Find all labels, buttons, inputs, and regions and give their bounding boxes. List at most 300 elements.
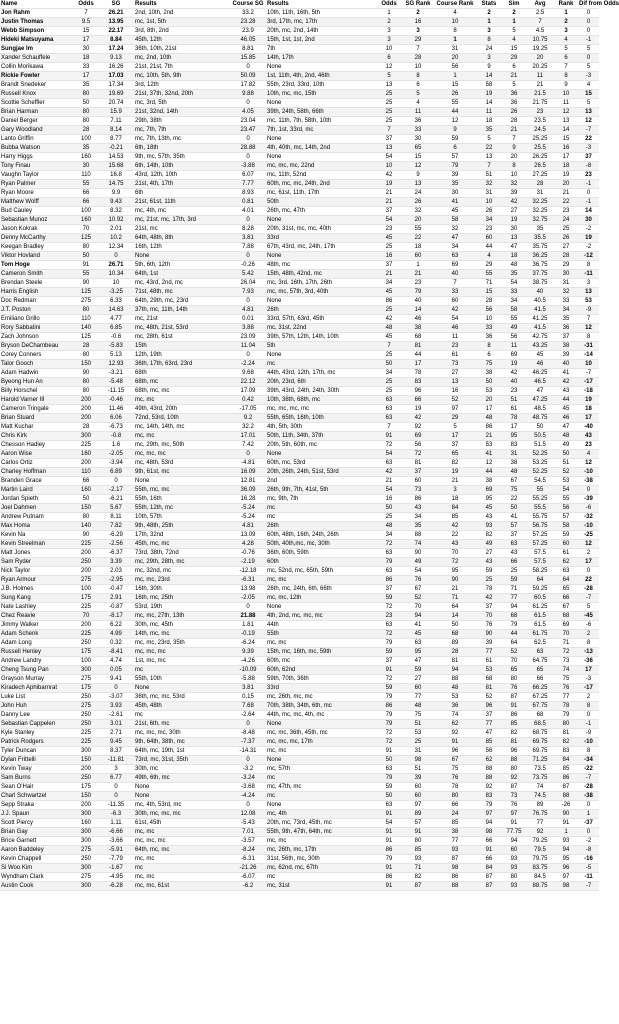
player-name: Zach Johnson: [0, 333, 74, 342]
player-name: Sebastian Cappelen: [0, 720, 74, 729]
table-cell: 39th, 24th, 58th, 66th: [266, 108, 376, 117]
table-cell: 98: [554, 882, 578, 891]
table-cell: 21: [502, 72, 526, 81]
table-cell: 61st, 45th: [134, 819, 230, 828]
table-cell: 11: [554, 99, 578, 108]
table-cell: 55th, 65th, 16th, 10th: [266, 414, 376, 423]
table-cell: 12.93: [98, 360, 134, 369]
table-cell: 19.25: [526, 45, 554, 54]
table-cell: 69: [502, 351, 526, 360]
table-cell: 37: [578, 153, 599, 162]
table-cell: 18: [578, 405, 599, 414]
table-cell: 60th, mc, 53rd: [266, 459, 376, 468]
table-cell: 43: [402, 504, 434, 513]
table-cell: 30th, mc: [134, 765, 230, 774]
table-cell: 2.91: [98, 594, 134, 603]
table-cell: 67: [434, 756, 476, 765]
table-cell: 72: [434, 558, 476, 567]
table-cell: mc: [266, 774, 376, 783]
table-cell: 3: [578, 279, 599, 288]
player-name: Denny McCarthy: [0, 234, 74, 243]
table-cell: mc, mc, 12th: [266, 594, 376, 603]
table-cell: 83.75: [526, 864, 554, 873]
table-row: [0, 783, 599, 792]
table-cell: 63: [502, 540, 526, 549]
table-cell: 175: [74, 783, 98, 792]
table-cell: 2: [578, 549, 599, 558]
table-cell: 27: [402, 675, 434, 684]
player-name: Joel Dahmen: [0, 504, 74, 513]
table-cell: 28: [554, 252, 578, 261]
table-cell: 28: [74, 342, 98, 351]
table-cell: 21: [402, 270, 434, 279]
table-cell: 74.5: [526, 792, 554, 801]
table-row: [0, 882, 599, 891]
table-cell: 8: [402, 72, 434, 81]
table-cell: 34: [376, 531, 402, 540]
table-cell: mc, 11th, 52nd: [266, 171, 376, 180]
table-cell: 0: [578, 828, 599, 837]
table-cell: 31st, 56th, mc, 30th: [266, 855, 376, 864]
table-cell: 300: [74, 828, 98, 837]
table-cell: 91: [554, 819, 578, 828]
table-cell: 45th, mc, mc: [134, 540, 230, 549]
player-name: Harris English: [0, 288, 74, 297]
column-header[interactable]: Rank: [554, 0, 578, 9]
column-header[interactable]: Results: [134, 0, 230, 9]
player-name: Chesson Hadley: [0, 441, 74, 450]
player-name: Rory Sabbatini: [0, 324, 74, 333]
table-cell: 37: [402, 468, 434, 477]
table-cell: 55th: [266, 630, 376, 639]
table-cell: 38.75: [526, 279, 554, 288]
table-cell: -31: [578, 342, 599, 351]
table-cell: 18: [476, 117, 502, 126]
table-cell: 65: [434, 450, 476, 459]
table-cell: 0: [230, 99, 266, 108]
table-row: [0, 27, 599, 36]
table-cell: 82: [402, 873, 434, 882]
table-cell: 57.5: [526, 558, 554, 567]
table-row: [0, 648, 599, 657]
table-cell: 49th, 43rd, 20th: [134, 405, 230, 414]
table-cell: 72nd, 53rd, 10th: [134, 414, 230, 423]
table-cell: 22.12: [230, 378, 266, 387]
player-name: Branden Grace: [0, 477, 74, 486]
table-cell: -2: [578, 837, 599, 846]
table-cell: 60: [402, 477, 434, 486]
table-cell: 4th, 40th, mc, 14th, 2nd: [266, 144, 376, 153]
table-cell: -6.24: [230, 639, 266, 648]
table-cell: 48: [376, 522, 402, 531]
table-cell: 64: [526, 576, 554, 585]
table-cell: 45: [402, 630, 434, 639]
column-header[interactable]: SG Rank: [402, 0, 434, 9]
table-cell: 140: [74, 324, 98, 333]
table-cell: 90: [554, 810, 578, 819]
table-cell: 36.09: [230, 486, 266, 495]
table-cell: 43: [502, 549, 526, 558]
table-cell: 11: [476, 108, 502, 117]
table-cell: 15: [502, 45, 526, 54]
table-row: [0, 153, 599, 162]
table-cell: mc, 21st, mc, 17th, 3rd: [134, 216, 230, 225]
table-cell: 16.8: [98, 171, 134, 180]
table-cell: 43: [554, 387, 578, 396]
table-cell: 92: [476, 783, 502, 792]
table-cell: 80: [74, 387, 98, 396]
table-cell: 46: [434, 324, 476, 333]
table-row: [0, 864, 599, 873]
table-cell: 93: [402, 855, 434, 864]
table-cell: -6.07: [230, 873, 266, 882]
table-cell: 21.5: [526, 90, 554, 99]
table-cell: 0: [98, 684, 134, 693]
table-cell: 7.01: [230, 828, 266, 837]
table-cell: 91: [376, 864, 402, 873]
player-name: Talor Gooch: [0, 360, 74, 369]
table-cell: 72: [376, 630, 402, 639]
column-header[interactable]: Odds: [74, 0, 98, 9]
table-cell: 21st, 61st, 11th: [134, 198, 230, 207]
table-cell: -17.05: [230, 405, 266, 414]
table-cell: 26: [476, 207, 502, 216]
table-cell: mc, 31st: [266, 882, 376, 891]
player-name: Daniel Berger: [0, 117, 74, 126]
table-cell: 28: [502, 117, 526, 126]
column-header[interactable]: Course SG: [230, 0, 266, 9]
table-cell: 42.75: [526, 333, 554, 342]
table-cell: 77: [434, 837, 476, 846]
player-name: Ryan Moore: [0, 189, 74, 198]
table-cell: 7: [376, 126, 402, 135]
table-cell: 56: [402, 441, 434, 450]
table-cell: 37: [554, 333, 578, 342]
table-cell: 0.01: [230, 315, 266, 324]
player-name: Cheng Tsung Pan: [0, 666, 74, 675]
table-cell: 86: [376, 576, 402, 585]
table-cell: 87: [502, 783, 526, 792]
player-name: Kevin Na: [0, 531, 74, 540]
player-name: Hideki Matsuyama: [0, 36, 74, 45]
table-cell: 10: [98, 279, 134, 288]
table-cell: -3.2: [230, 765, 266, 774]
column-header[interactable]: Odds: [376, 0, 402, 9]
table-cell: 18: [434, 495, 476, 504]
table-cell: mc, mc: [266, 639, 376, 648]
table-cell: -6.21: [98, 495, 134, 504]
table-cell: 39th, 57th, 12th, 14th, 10th: [266, 333, 376, 342]
table-cell: 66: [74, 198, 98, 207]
table-cell: 10: [434, 18, 476, 27]
table-cell: -3.24: [230, 774, 266, 783]
table-cell: 3.39: [98, 558, 134, 567]
table-cell: mc: [134, 666, 230, 675]
table-cell: 32.25: [526, 207, 554, 216]
table-cell: 13.95: [98, 18, 134, 27]
column-header[interactable]: Course Rank: [434, 0, 476, 9]
table-cell: -3: [578, 144, 599, 153]
table-cell: 23.09: [230, 333, 266, 342]
table-cell: 52: [502, 648, 526, 657]
table-cell: 51: [402, 720, 434, 729]
table-cell: 46: [554, 414, 578, 423]
table-cell: 48.75: [526, 414, 554, 423]
table-cell: mc, 14th, 14th, mc: [134, 423, 230, 432]
table-cell: -1.67: [98, 864, 134, 873]
column-header[interactable]: Stats: [476, 0, 502, 9]
table-cell: 13: [578, 108, 599, 117]
table-cell: 36: [476, 333, 502, 342]
table-row: [0, 297, 599, 306]
table-cell: 86: [476, 423, 502, 432]
table-cell: 56: [476, 306, 502, 315]
table-cell: 16.28: [230, 495, 266, 504]
table-cell: 1: [476, 18, 502, 27]
player-name: Scott Piercy: [0, 819, 74, 828]
table-cell: None: [134, 783, 230, 792]
table-cell: 25: [376, 243, 402, 252]
table-cell: mc, 62nd, mc, 67th: [266, 864, 376, 873]
table-cell: 77: [476, 720, 502, 729]
table-cell: 23: [434, 342, 476, 351]
table-cell: 28: [74, 126, 98, 135]
table-cell: 58: [502, 306, 526, 315]
table-cell: mc, 32nd, mc: [134, 567, 230, 576]
table-cell: 64th, 1st: [134, 270, 230, 279]
table-cell: 110: [74, 315, 98, 324]
table-cell: 55.25: [526, 495, 554, 504]
table-cell: -0.8: [98, 432, 134, 441]
table-cell: 300: [74, 882, 98, 891]
table-cell: 37: [376, 657, 402, 666]
player-name: John Huh: [0, 702, 74, 711]
table-cell: 66.25: [526, 684, 554, 693]
table-cell: 54: [402, 567, 434, 576]
table-cell: 19: [476, 90, 502, 99]
table-cell: 30th, mc, mc, mc: [134, 810, 230, 819]
table-cell: 250: [74, 693, 98, 702]
table-cell: 0: [578, 27, 599, 36]
table-cell: 26.25: [526, 153, 554, 162]
table-row: [0, 252, 599, 261]
table-cell: 6.77: [98, 774, 134, 783]
table-cell: 30: [74, 45, 98, 54]
table-cell: 56: [476, 747, 502, 756]
table-cell: 2nd: [266, 477, 376, 486]
table-cell: 63: [554, 567, 578, 576]
table-cell: 17: [402, 360, 434, 369]
table-cell: 31: [402, 747, 434, 756]
table-cell: None: [266, 603, 376, 612]
table-cell: 41: [554, 369, 578, 378]
table-cell: 38: [502, 459, 526, 468]
table-cell: 23: [476, 225, 502, 234]
table-cell: 2: [402, 9, 434, 18]
table-cell: 6.33: [98, 297, 134, 306]
table-cell: mc, 4th: [266, 810, 376, 819]
table-cell: -34: [578, 756, 599, 765]
table-cell: mc, mc, mc: [134, 837, 230, 846]
table-cell: 91: [376, 666, 402, 675]
table-cell: -12.18: [230, 567, 266, 576]
table-cell: 76: [476, 621, 502, 630]
table-cell: 63: [376, 405, 402, 414]
table-cell: 14: [402, 306, 434, 315]
table-cell: 41: [502, 513, 526, 522]
table-cell: 65: [502, 666, 526, 675]
table-cell: -10: [578, 522, 599, 531]
player-name: Rickie Fowler: [0, 72, 74, 81]
table-cell: 55th, 10th: [134, 675, 230, 684]
table-cell: 91: [502, 819, 526, 828]
table-cell: -6.29: [98, 531, 134, 540]
table-cell: 80: [74, 306, 98, 315]
table-cell: 72: [376, 603, 402, 612]
table-cell: 15: [554, 135, 578, 144]
player-name: Russell Knox: [0, 90, 74, 99]
player-name: Andrew Landry: [0, 657, 74, 666]
table-cell: 21st, 4th, 17th: [134, 180, 230, 189]
table-cell: 54: [376, 450, 402, 459]
table-cell: 26.71: [98, 261, 134, 270]
table-cell: 11: [502, 342, 526, 351]
table-cell: 71: [402, 864, 434, 873]
table-cell: 75: [502, 486, 526, 495]
table-cell: 3: [554, 27, 578, 36]
table-cell: 32.75: [526, 216, 554, 225]
table-cell: -2.05: [98, 450, 134, 459]
table-row: [0, 45, 599, 54]
table-row: [0, 207, 599, 216]
player-name: Ryan Armour: [0, 576, 74, 585]
table-cell: 25: [376, 108, 402, 117]
table-cell: mc, 2nd, 10th: [134, 54, 230, 63]
table-cell: 76: [402, 576, 434, 585]
table-cell: 33: [476, 324, 502, 333]
table-cell: -0.6: [98, 333, 134, 342]
table-cell: 60: [502, 846, 526, 855]
table-cell: 23: [526, 108, 554, 117]
table-row: [0, 270, 599, 279]
table-cell: None: [266, 153, 376, 162]
table-cell: 25: [554, 225, 578, 234]
table-row: [0, 513, 599, 522]
table-cell: 33: [402, 126, 434, 135]
table-cell: 30: [402, 135, 434, 144]
table-cell: 10: [476, 315, 502, 324]
column-header[interactable]: Dif from Odds: [579, 1, 619, 7]
table-cell: 4.05: [230, 108, 266, 117]
column-header[interactable]: Sim: [502, 0, 526, 9]
table-cell: 7.11: [98, 117, 134, 126]
table-cell: 79: [376, 558, 402, 567]
table-cell: 9.5: [74, 18, 98, 27]
table-cell: mc, 48th, 21st, 53rd: [134, 324, 230, 333]
table-cell: 44: [402, 351, 434, 360]
table-row: [0, 522, 599, 531]
table-cell: 87: [434, 855, 476, 864]
table-cell: 32: [434, 225, 476, 234]
table-cell: 82: [554, 738, 578, 747]
player-name: Brice Garnett: [0, 837, 74, 846]
table-cell: -28: [578, 783, 599, 792]
player-name: Kevin Streelman: [0, 540, 74, 549]
table-cell: 22: [502, 495, 526, 504]
table-cell: -4.81: [230, 459, 266, 468]
table-cell: 66: [74, 189, 98, 198]
table-cell: 7.88: [230, 243, 266, 252]
table-cell: 72: [376, 675, 402, 684]
table-cell: 62.5: [526, 639, 554, 648]
table-cell: 57.25: [526, 531, 554, 540]
table-cell: 28: [74, 423, 98, 432]
table-row: [0, 189, 599, 198]
table-cell: 31: [434, 45, 476, 54]
player-name: Martin Laird: [0, 486, 74, 495]
table-cell: 21st, 32nd, 14th: [134, 108, 230, 117]
table-cell: 74: [434, 711, 476, 720]
table-cell: -0.26: [230, 261, 266, 270]
table-cell: 8.32: [98, 207, 134, 216]
column-header[interactable]: Avg: [526, 0, 554, 9]
table-cell: 13: [578, 288, 599, 297]
table-cell: 200: [74, 414, 98, 423]
table-cell: 8: [554, 72, 578, 81]
table-cell: 25: [502, 567, 526, 576]
table-cell: 5: [578, 99, 599, 108]
table-cell: 86: [502, 711, 526, 720]
table-cell: None: [266, 252, 376, 261]
table-cell: 75: [434, 765, 476, 774]
table-cell: 37: [376, 135, 402, 144]
table-cell: 19: [434, 468, 476, 477]
table-cell: 8.81: [230, 45, 266, 54]
table-cell: 225: [74, 729, 98, 738]
table-cell: 88: [554, 792, 578, 801]
table-cell: 300: [74, 810, 98, 819]
player-name: Xander Schauffele: [0, 54, 74, 63]
table-cell: 3.81: [230, 684, 266, 693]
table-cell: 8.93: [230, 189, 266, 198]
table-cell: -3.94: [98, 459, 134, 468]
table-cell: 50: [526, 423, 554, 432]
column-header[interactable]: Name: [0, 0, 74, 9]
column-header[interactable]: Results: [266, 0, 376, 9]
table-cell: 68th: [134, 369, 230, 378]
table-row: [0, 36, 599, 45]
table-cell: 55.75: [526, 513, 554, 522]
table-cell: 72: [554, 648, 578, 657]
table-cell: -3: [578, 675, 599, 684]
table-cell: 55th, 23rd, 33rd, 10th: [266, 81, 376, 90]
table-cell: 5: [376, 72, 402, 81]
table-cell: 62: [476, 756, 502, 765]
table-cell: 69: [434, 261, 476, 270]
table-cell: 29: [402, 36, 434, 45]
table-cell: 8: [578, 261, 599, 270]
table-cell: mc, 29th, mc, 50th: [134, 441, 230, 450]
table-cell: 12: [434, 117, 476, 126]
column-header[interactable]: SG: [98, 0, 134, 9]
table-cell: 6: [376, 54, 402, 63]
table-cell: 14: [476, 72, 502, 81]
table-cell: 85: [502, 720, 526, 729]
table-cell: 91: [502, 702, 526, 711]
table-cell: 80: [74, 351, 98, 360]
table-cell: -2.56: [98, 540, 134, 549]
table-cell: -26: [554, 801, 578, 810]
